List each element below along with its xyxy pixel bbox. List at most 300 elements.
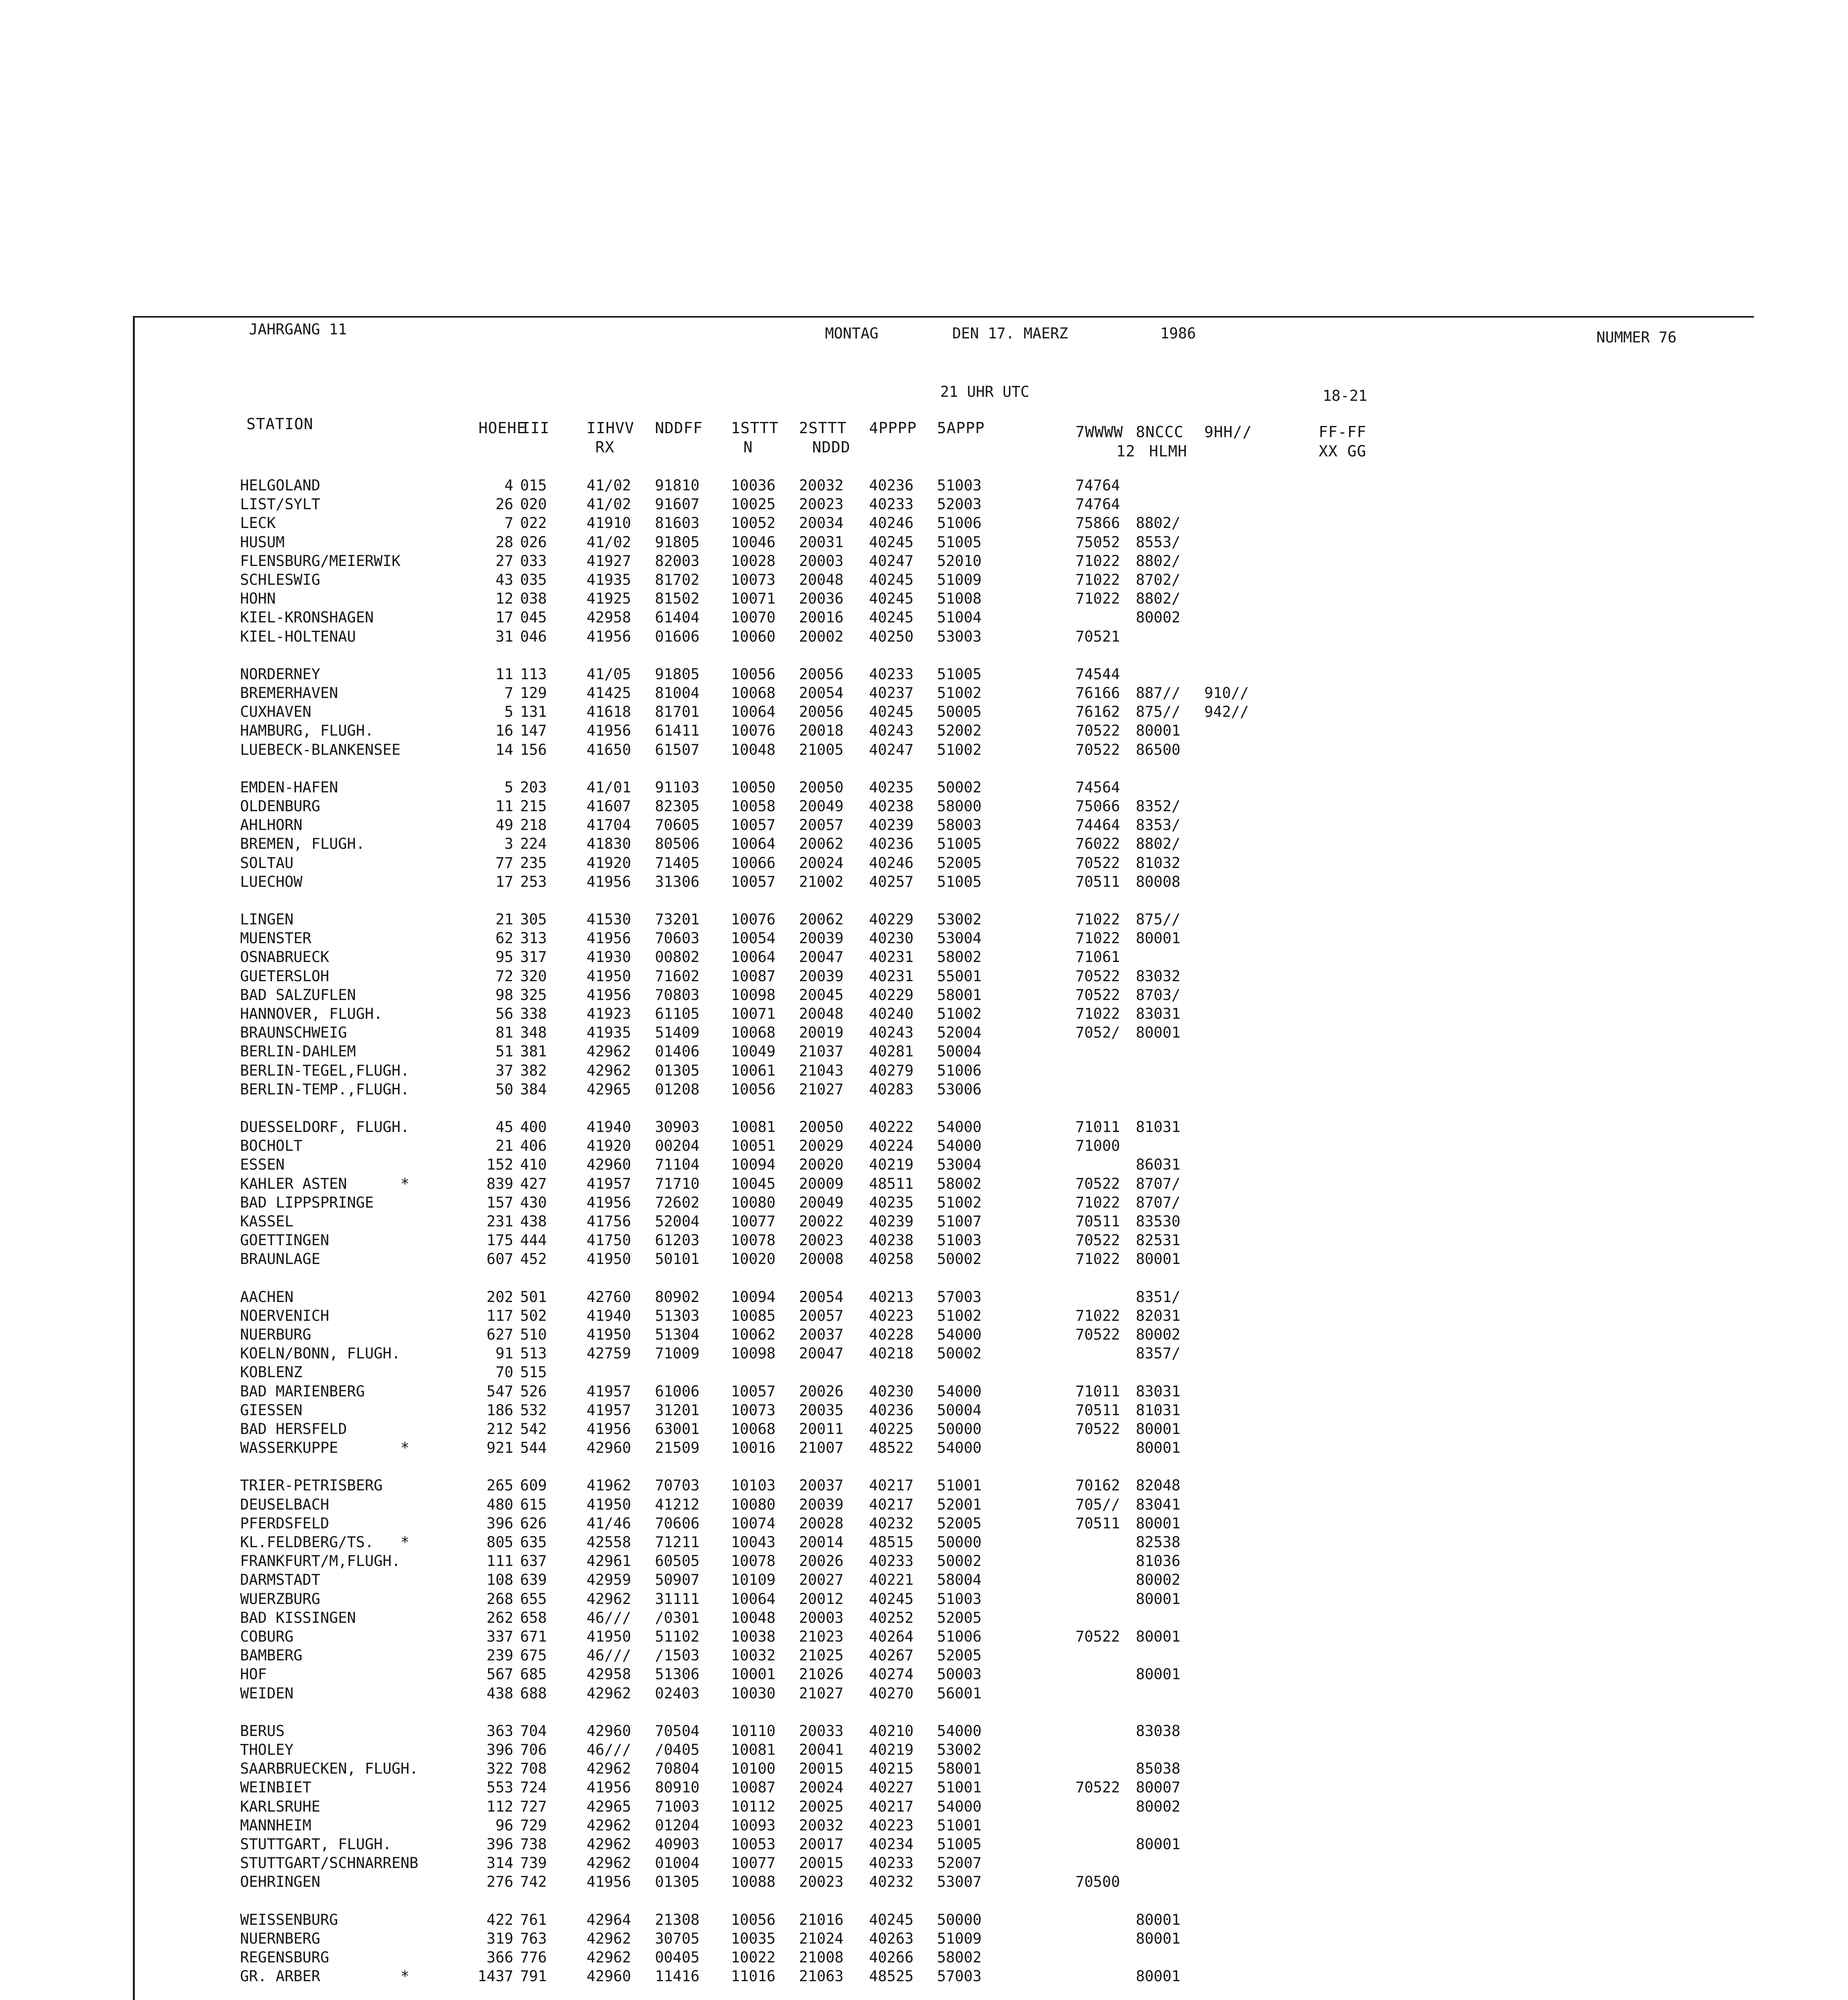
group-5appp: 50002	[937, 1250, 982, 1268]
group-8nccc: 82031	[1136, 1307, 1181, 1324]
group-iihvv: 41920	[587, 854, 631, 872]
station-name: BAD MARIENBERG	[240, 1382, 365, 1400]
group-iihvv: 41/46	[587, 1514, 631, 1532]
group-nddff: 82305	[655, 798, 700, 815]
group-4pppp: 40283	[869, 1080, 914, 1098]
group-4pppp: 40236	[869, 1401, 914, 1419]
group-5appp: 53003	[937, 628, 982, 645]
group-4pppp: 40281	[869, 1043, 914, 1060]
table-row	[240, 1420, 1600, 1439]
group-nddff: 81502	[655, 590, 700, 608]
group-2sttt: 20056	[799, 665, 844, 683]
group-4pppp: 40213	[869, 1288, 914, 1306]
station-height: 239	[487, 1647, 513, 1664]
group-nddff: 70606	[655, 1514, 700, 1532]
station-height: 396	[487, 1836, 513, 1853]
station-name: GOETTINGEN	[240, 1232, 329, 1249]
group-nddff: 72602	[655, 1194, 700, 1211]
station-name: MUENSTER	[240, 930, 312, 947]
station-name: BRAUNLAGE	[240, 1250, 320, 1268]
group-5appp: 58003	[937, 816, 982, 834]
station-height: 262	[487, 1609, 513, 1626]
group-8nccc: 8703/	[1136, 986, 1181, 1004]
station-name: REGENSBURG	[240, 1949, 329, 1966]
group-nddff: 01305	[655, 1062, 700, 1079]
group-nddff: 81603	[655, 514, 700, 532]
station-height: 3	[504, 835, 513, 853]
group-1sttt: 10085	[731, 1307, 776, 1324]
group-2sttt: 20037	[799, 1326, 844, 1343]
station-height: 95	[495, 948, 513, 966]
group-iihvv: 42958	[587, 1666, 631, 1683]
group-1sttt: 10088	[731, 1873, 776, 1891]
group-1sttt: 10051	[731, 1137, 776, 1155]
table-row	[240, 1665, 1600, 1684]
station-index: 410	[520, 1156, 547, 1174]
station-name: KASSEL	[240, 1213, 294, 1230]
group-2sttt: 20057	[799, 816, 844, 834]
station-height: 839	[487, 1175, 513, 1192]
col-ff: FF-FF	[1319, 423, 1367, 441]
table-row	[240, 967, 1600, 986]
station-name: DUESSELDORF, FLUGH.	[240, 1118, 410, 1136]
station-height: 547	[487, 1382, 513, 1400]
station-height: 112	[487, 1798, 513, 1815]
group-nddff: 80910	[655, 1779, 700, 1796]
group-8nccc: 83041	[1136, 1496, 1181, 1513]
group-8nccc: 80001	[1136, 930, 1181, 947]
group-1sttt: 10064	[731, 835, 776, 853]
group-iihvv: 41940	[587, 1307, 631, 1324]
station-height: 607	[487, 1250, 513, 1268]
table-row	[240, 1722, 1600, 1741]
group-nddff: 50101	[655, 1250, 700, 1268]
group-2sttt: 20049	[799, 1194, 844, 1211]
group-1sttt: 10048	[731, 741, 776, 758]
group-2sttt: 21005	[799, 741, 844, 758]
station-height: 921	[487, 1439, 513, 1457]
group-8nccc: 80001	[1136, 1250, 1181, 1268]
table-row	[240, 1363, 1600, 1382]
group-8nccc: 80001	[1136, 1836, 1181, 1853]
group-2sttt: 20019	[799, 1024, 844, 1042]
station-name: HANNOVER, FLUGH.	[240, 1005, 383, 1022]
station-name: NUERNBERG	[240, 1930, 320, 1947]
table-row	[240, 1155, 1600, 1174]
group-8nccc: 80001	[1136, 722, 1181, 740]
station-height: 396	[487, 1741, 513, 1758]
station-name: NOERVENICH	[240, 1307, 329, 1324]
group-iihvv: 41910	[587, 514, 631, 532]
group-2sttt: 20028	[799, 1514, 844, 1532]
group-2sttt: 21027	[799, 1684, 844, 1702]
group-5appp: 51001	[937, 1779, 982, 1796]
group-7wwww: 70522	[1075, 1779, 1120, 1796]
group-7wwww: 71011	[1075, 1382, 1120, 1400]
group-nddff: 61105	[655, 1005, 700, 1022]
group-2sttt: 20037	[799, 1477, 844, 1494]
group-1sttt: 10112	[731, 1798, 776, 1815]
group-1sttt: 10057	[731, 816, 776, 834]
group-1sttt: 10068	[731, 1420, 776, 1438]
table-row	[240, 1533, 1600, 1552]
group-4pppp: 40263	[869, 1930, 914, 1947]
group-5appp: 51002	[937, 1194, 982, 1211]
group-nddff: 80902	[655, 1288, 700, 1306]
group-2sttt: 20057	[799, 1307, 844, 1324]
group-8nccc: 85038	[1136, 1760, 1181, 1778]
group-5appp: 52005	[937, 1514, 982, 1532]
group-4pppp: 40237	[869, 684, 914, 702]
group-8nccc: 80001	[1136, 1590, 1181, 1608]
station-height: 26	[495, 496, 513, 513]
group-5appp: 51002	[937, 1005, 982, 1022]
station-height: 37	[495, 1062, 513, 1079]
group-5appp: 51005	[937, 1836, 982, 1853]
group-1sttt: 10025	[731, 496, 776, 513]
station-index: 729	[520, 1816, 547, 1834]
group-nddff: 51306	[655, 1666, 700, 1683]
group-nddff: 70605	[655, 816, 700, 834]
group-1sttt: 10081	[731, 1741, 776, 1758]
group-iihvv: 42959	[587, 1571, 631, 1589]
group-nddff: 73201	[655, 911, 700, 928]
group-5appp: 51005	[937, 835, 982, 853]
group-4pppp: 40245	[869, 609, 914, 626]
station-index: 215	[520, 798, 547, 815]
group-5appp: 53006	[937, 1080, 982, 1098]
station-height: 11	[495, 665, 513, 683]
group-5appp: 52001	[937, 1496, 982, 1513]
group-iihvv: 41956	[587, 1194, 631, 1211]
table-row	[240, 533, 1600, 552]
group-2sttt: 20024	[799, 854, 844, 872]
group-iihvv: 41956	[587, 1779, 631, 1796]
table-row	[240, 1684, 1600, 1703]
group-nddff: 71602	[655, 967, 700, 985]
station-index: 015	[520, 477, 547, 494]
station-index: 381	[520, 1043, 547, 1060]
group-iihvv: 41830	[587, 835, 631, 853]
station-index: 313	[520, 930, 547, 947]
station-height: 16	[495, 722, 513, 740]
station-index: 406	[520, 1137, 547, 1155]
group-1sttt: 10078	[731, 1232, 776, 1249]
table-row	[240, 1740, 1600, 1760]
group-4pppp: 40245	[869, 1590, 914, 1608]
station-index: 156	[520, 741, 547, 758]
station-index: 671	[520, 1628, 547, 1645]
group-1sttt: 10060	[731, 628, 776, 645]
group-2sttt: 20041	[799, 1741, 844, 1758]
group-4pppp: 40223	[869, 1816, 914, 1834]
volume-label: JAHRGANG 11	[249, 321, 347, 338]
table-row	[240, 476, 1600, 495]
col-8nccc: 8NCCC	[1136, 423, 1184, 441]
station-name: BERUS	[240, 1722, 285, 1740]
station-height: 314	[487, 1854, 513, 1872]
table-row	[240, 495, 1600, 514]
group-4pppp: 40252	[869, 1609, 914, 1626]
group-4pppp: 48515	[869, 1534, 914, 1551]
table-row	[240, 1061, 1600, 1080]
station-index: 544	[520, 1439, 547, 1457]
group-7wwww: 70162	[1075, 1477, 1120, 1494]
station-height: 27	[495, 552, 513, 570]
station-index: 022	[520, 514, 547, 532]
table-row	[240, 872, 1600, 892]
station-name: LIST/SYLT	[240, 496, 320, 513]
group-7wwww: 70522	[1075, 1232, 1120, 1249]
group-4pppp: 40230	[869, 1382, 914, 1400]
group-1sttt: 10076	[731, 911, 776, 928]
station-name: TRIER-PETRISBERG	[240, 1477, 383, 1494]
group-4pppp: 40229	[869, 911, 914, 928]
station-index: 724	[520, 1779, 547, 1796]
group-iihvv: 41935	[587, 571, 631, 588]
group-1sttt: 10074	[731, 1514, 776, 1532]
group-4pppp: 40233	[869, 1552, 914, 1570]
station-height: 396	[487, 1514, 513, 1532]
group-5appp: 51001	[937, 1477, 982, 1494]
group-8nccc: 83031	[1136, 1382, 1181, 1400]
col-8nccc-sub: HLMH	[1149, 442, 1187, 460]
station-height: 212	[487, 1420, 513, 1438]
station-index: 637	[520, 1552, 547, 1570]
col-4pppp: 4PPPP	[869, 419, 917, 437]
group-iihvv: 41962	[587, 1477, 631, 1494]
group-4pppp: 40279	[869, 1062, 914, 1079]
station-index: 501	[520, 1288, 547, 1306]
station-height: 72	[495, 967, 513, 985]
group-8nccc: 81032	[1136, 854, 1181, 872]
table-row	[240, 1231, 1600, 1250]
group-8nccc: 80007	[1136, 1779, 1181, 1796]
group-nddff: 71710	[655, 1175, 700, 1192]
group-iihvv: 41/02	[587, 496, 631, 513]
col-1sttt: 1STTT	[731, 419, 779, 437]
group-4pppp: 40217	[869, 1496, 914, 1513]
group-iihvv: 42962	[587, 1930, 631, 1947]
group-2sttt: 20048	[799, 571, 844, 588]
group-5appp: 51006	[937, 1062, 982, 1079]
station-name: FLENSBURG/MEIERWIK	[240, 552, 400, 570]
station-height: 108	[487, 1571, 513, 1589]
group-7wwww: 71022	[1075, 911, 1120, 928]
station-index: 513	[520, 1345, 547, 1362]
group-nddff: 31201	[655, 1401, 700, 1419]
group-2sttt: 20049	[799, 798, 844, 815]
group-1sttt: 10045	[731, 1175, 776, 1192]
group-1sttt: 10054	[731, 930, 776, 947]
station-height: 231	[487, 1213, 513, 1230]
group-7wwww: 71022	[1075, 930, 1120, 947]
group-iihvv: 42965	[587, 1080, 631, 1098]
station-index: 046	[520, 628, 547, 645]
group-iihvv: 42962	[587, 1043, 631, 1060]
station-index: 776	[520, 1949, 547, 1966]
group-4pppp: 40274	[869, 1666, 914, 1683]
station-height: 627	[487, 1326, 513, 1343]
group-4pppp: 40229	[869, 986, 914, 1004]
group-iihvv: 42962	[587, 1760, 631, 1778]
group-5appp: 50003	[937, 1666, 982, 1683]
group-nddff: 51304	[655, 1326, 700, 1343]
group-1sttt: 10077	[731, 1213, 776, 1230]
station-index: 685	[520, 1666, 547, 1683]
station-height: 480	[487, 1496, 513, 1513]
group-8nccc: 83032	[1136, 967, 1181, 985]
group-1sttt: 10087	[731, 967, 776, 985]
table-row	[240, 1835, 1600, 1854]
group-iihvv: 46///	[587, 1647, 631, 1664]
group-4pppp: 40233	[869, 665, 914, 683]
table-row	[240, 721, 1600, 740]
group-5appp: 57003	[937, 1288, 982, 1306]
group-2sttt: 20025	[799, 1798, 844, 1815]
group-iihvv: 41530	[587, 911, 631, 928]
group-8nccc: 80001	[1136, 1420, 1181, 1438]
group-nddff: 21509	[655, 1439, 700, 1457]
group-2sttt: 20026	[799, 1382, 844, 1400]
group-nddff: 50907	[655, 1571, 700, 1589]
group-2sttt: 20026	[799, 1552, 844, 1570]
group-4pppp: 40267	[869, 1647, 914, 1664]
group-iihvv: 41956	[587, 722, 631, 740]
station-name: KL.FELDBERG/TS. *	[240, 1534, 410, 1551]
group-5appp: 58000	[937, 798, 982, 815]
group-iihvv: 46///	[587, 1741, 631, 1758]
station-height: 62	[495, 930, 513, 947]
group-nddff: 51102	[655, 1628, 700, 1645]
group-8nccc: 887//	[1136, 684, 1181, 702]
station-index: 338	[520, 1005, 547, 1022]
group-8nccc: 80001	[1136, 1024, 1181, 1042]
group-5appp: 52002	[937, 722, 982, 740]
group-4pppp: 40223	[869, 1307, 914, 1324]
station-index: 427	[520, 1175, 547, 1192]
group-2sttt: 20003	[799, 552, 844, 570]
station-index: 113	[520, 665, 547, 683]
group-4pppp: 40236	[869, 477, 914, 494]
group-5appp: 50004	[937, 1043, 982, 1060]
group-2sttt: 21016	[799, 1911, 844, 1928]
group-nddff: 70703	[655, 1477, 700, 1494]
station-index: 742	[520, 1873, 547, 1891]
group-nddff: 11416	[655, 1968, 700, 1985]
group-5appp: 50000	[937, 1534, 982, 1551]
station-height: 81	[495, 1024, 513, 1042]
station-name: HOHN	[240, 590, 276, 608]
station-index: 704	[520, 1722, 547, 1740]
table-row	[240, 1306, 1600, 1326]
station-height: 268	[487, 1590, 513, 1608]
table-row	[240, 1514, 1600, 1533]
col-iihvv: IIHVV	[587, 419, 635, 437]
group-7wwww: 705//	[1075, 1496, 1120, 1513]
station-name: WEINBIET	[240, 1779, 312, 1796]
group-2sttt: 20047	[799, 948, 844, 966]
group-iihvv: 42962	[587, 1949, 631, 1966]
station-index: 235	[520, 854, 547, 872]
group-4pppp: 40215	[869, 1760, 914, 1778]
group-8nccc: 8353/	[1136, 816, 1181, 834]
group-4pppp: 40236	[869, 835, 914, 853]
group-5appp: 51003	[937, 1590, 982, 1608]
group-7wwww: 70511	[1075, 1401, 1120, 1419]
group-nddff: 91805	[655, 665, 700, 683]
group-iihvv: 41950	[587, 1250, 631, 1268]
station-index: 224	[520, 835, 547, 853]
group-7wwww: 71022	[1075, 1194, 1120, 1211]
station-name: PFERDSFELD	[240, 1514, 329, 1532]
station-index: 708	[520, 1760, 547, 1778]
station-index: 320	[520, 967, 547, 985]
group-nddff: 63001	[655, 1420, 700, 1438]
group-2sttt: 20011	[799, 1420, 844, 1438]
station-height: 366	[487, 1949, 513, 1966]
group-nddff: 91805	[655, 533, 700, 551]
table-row	[240, 1495, 1600, 1514]
station-name: AHLHORN	[240, 816, 302, 834]
group-1sttt: 10094	[731, 1156, 776, 1174]
table-row	[240, 1646, 1600, 1665]
weekday-label: MONTAG	[825, 325, 879, 342]
table-row	[240, 1118, 1600, 1137]
group-1sttt: 10056	[731, 665, 776, 683]
group-1sttt: 10078	[731, 1552, 776, 1570]
group-iihvv: 41/05	[587, 665, 631, 683]
station-height: 17	[495, 609, 513, 626]
group-4pppp: 40245	[869, 571, 914, 588]
station-height: 21	[495, 1137, 513, 1155]
group-iihvv: 42958	[587, 609, 631, 626]
station-height: 7	[504, 514, 513, 532]
group-8nccc: 81031	[1136, 1118, 1181, 1136]
group-4pppp: 40258	[869, 1250, 914, 1268]
station-name: HAMBURG, FLUGH.	[240, 722, 374, 740]
group-nddff: 02403	[655, 1684, 700, 1702]
table-row	[240, 1967, 1600, 1986]
group-iihvv: 41957	[587, 1175, 631, 1192]
group-2sttt: 20039	[799, 1496, 844, 1513]
group-8nccc: 82531	[1136, 1232, 1181, 1249]
group-4pppp: 40228	[869, 1326, 914, 1343]
table-row	[240, 1004, 1600, 1024]
station-index: 218	[520, 816, 547, 834]
group-7wwww: 70522	[1075, 1326, 1120, 1343]
group-7wwww: 70511	[1075, 1514, 1120, 1532]
group-iihvv: 41927	[587, 552, 631, 570]
station-index: 532	[520, 1401, 547, 1419]
group-4pppp: 40245	[869, 1911, 914, 1928]
group-7wwww: 7052/	[1075, 1024, 1120, 1042]
station-name: WUERZBURG	[240, 1590, 320, 1608]
group-4pppp: 40240	[869, 1005, 914, 1022]
station-index: 655	[520, 1590, 547, 1608]
group-1sttt: 10076	[731, 722, 776, 740]
station-height: 5	[504, 703, 513, 721]
station-height: 50	[495, 1080, 513, 1098]
group-iihvv: 42960	[587, 1439, 631, 1457]
table-row	[240, 1344, 1600, 1363]
group-8nccc: 81031	[1136, 1401, 1181, 1419]
group-iihvv: 42962	[587, 1816, 631, 1834]
group-iihvv: 42962	[587, 1854, 631, 1872]
group-nddff: 70603	[655, 930, 700, 947]
group-iihvv: 42961	[587, 1552, 631, 1570]
station-name: KIEL-HOLTENAU	[240, 628, 356, 645]
